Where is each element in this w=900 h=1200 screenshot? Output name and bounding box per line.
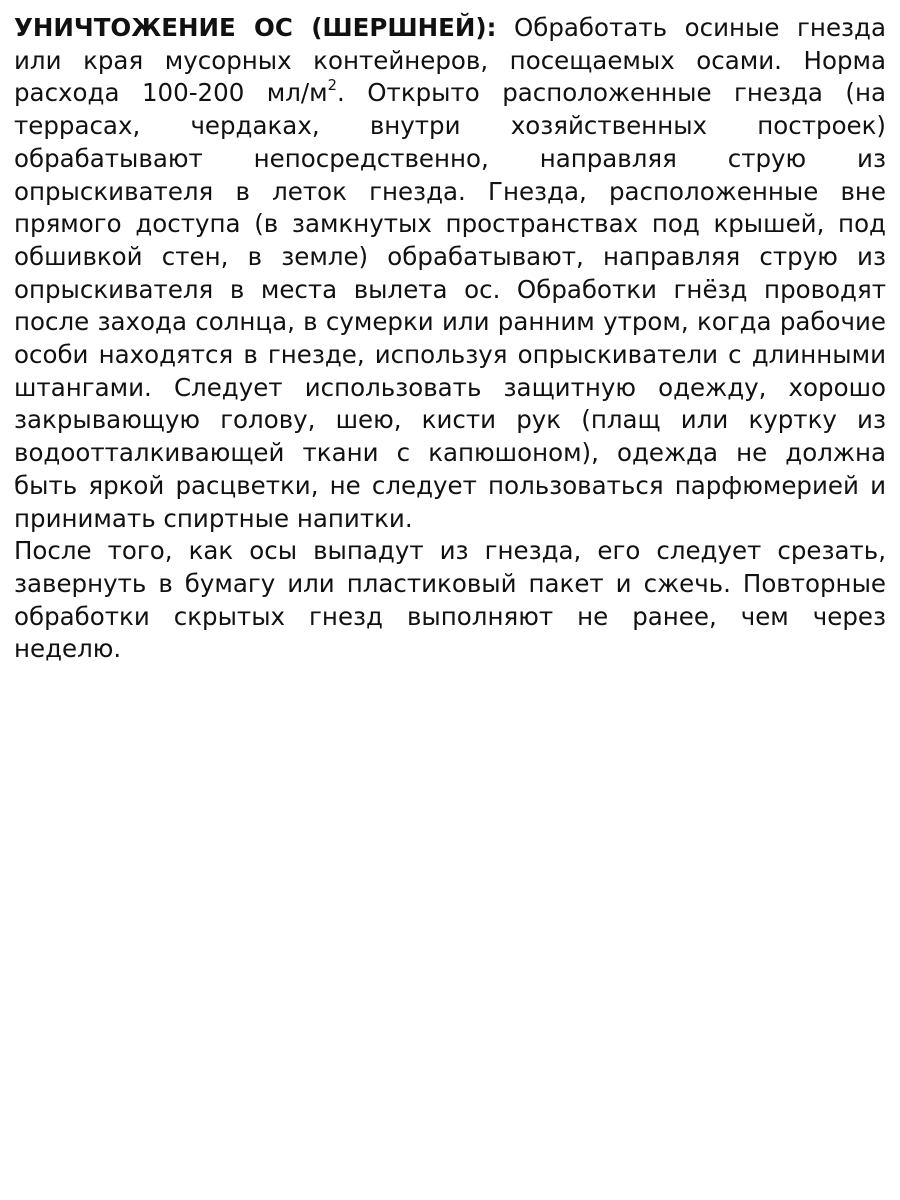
document-body xyxy=(14,12,886,666)
paragraph-wasp-treatment xyxy=(14,12,886,535)
section-heading: УНИЧТОЖЕНИЕ ОС (ШЕРШНЕЙ): xyxy=(14,13,497,42)
unit-superscript: 2 xyxy=(327,77,338,95)
paragraph-nest-disposal: После того, как осы выпадут из гнезда, его следует срезать, завернуть в бумагу или пластиковый пакет и сжечь. Повторные обработки скрытых гнезд выполняют не ранее, чем через неделю. xyxy=(14,536,886,664)
paragraph-text-part2: . Открыто расположенные гнезда (на террасах, чердаках, внутри хозяйственных построек) обрабатывают непосредственно, направляя струю из опрыскивателя в леток гнезда. Гнезда, расположенные вне прямого доступа (в замкнутых пространствах под крышей, под обшивкой стен, в земле) обрабатывают, направляя струю из опрыскивателя в места вылета ос. Обработки гнёзд проводят после захода солнца, в сумерки или ранним утром, когда рабочие особи находятся в гнезде, используя опрыскиватели с длинными штангами. Следует использовать защитную одежду, хорошо закрывающую голову, шею, кисти рук (плащ или куртку из водоотталкивающей ткани с капюшоном), одежда не должна быть яркой расцветки, не следует пользоваться парфюмерией и принимать спиртные напитки. xyxy=(14,78,886,533)
paragraph-text-part1: Обработать осиные гнезда или края мусорных контейнеров, посещаемых осами. Норма расхода 100-200 мл/м xyxy=(14,13,886,108)
